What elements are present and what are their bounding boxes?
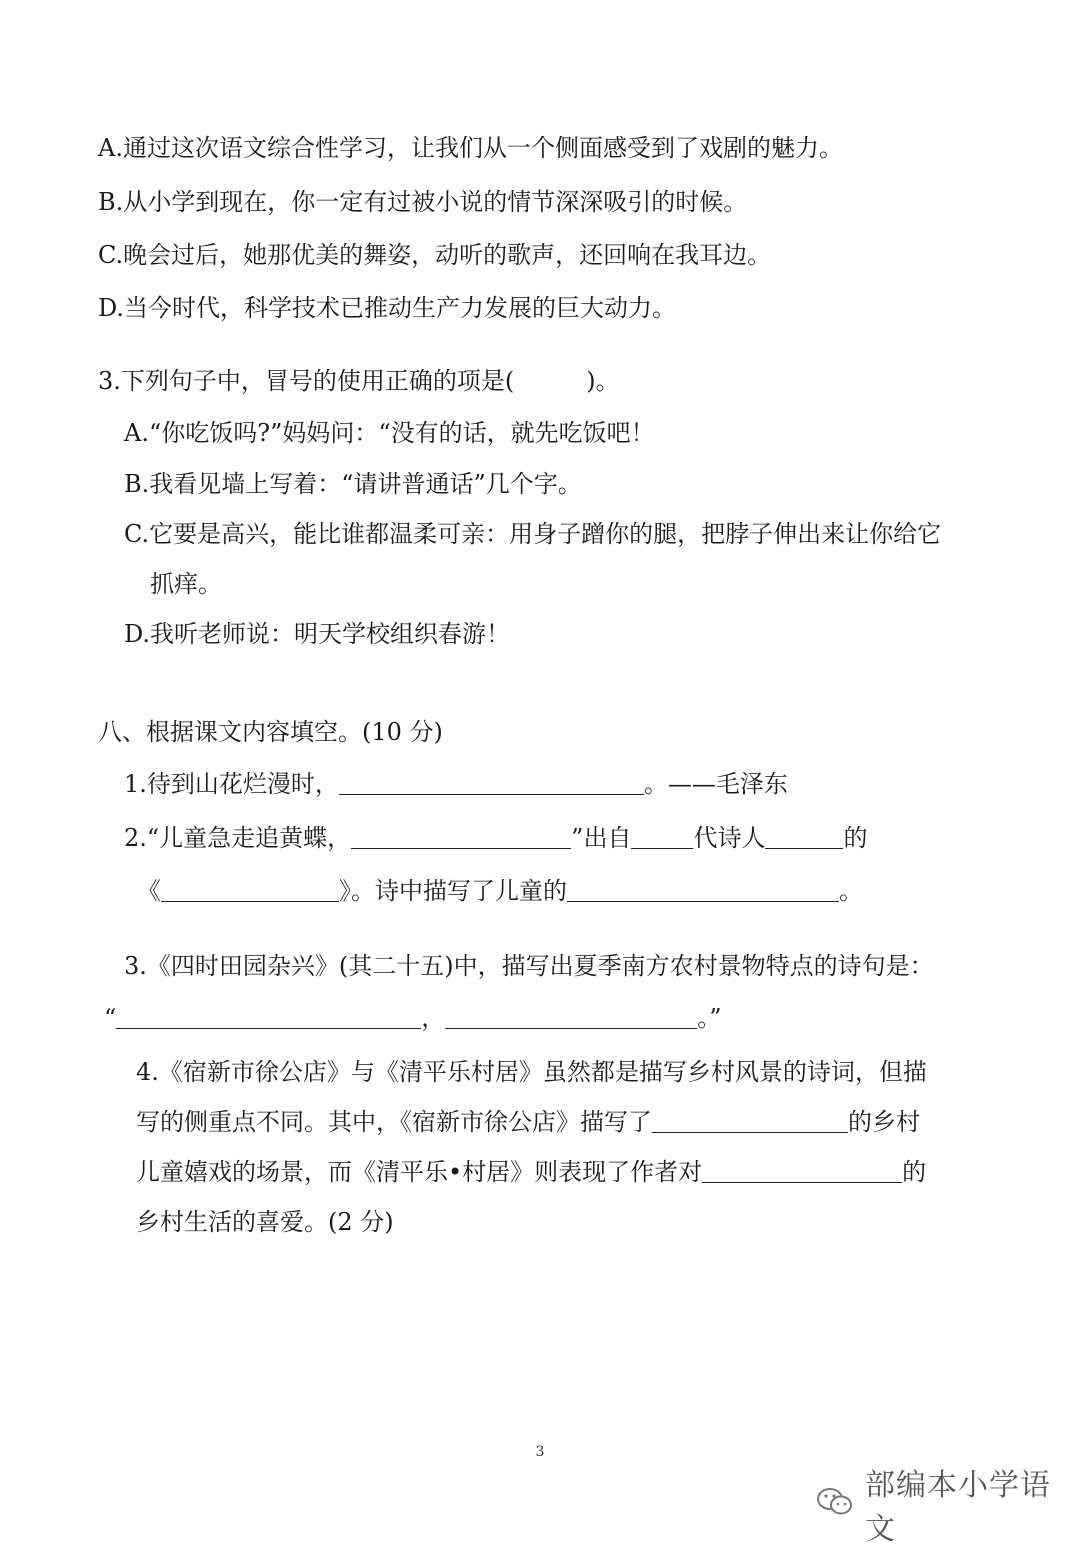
q3-option-c-line1: C.它要是高兴，能比谁都温柔可亲：用身子蹭你的腿，把脖子伸出来让你给它 [124, 520, 942, 548]
page-number: 3 [535, 1444, 545, 1460]
s8-q1-blank[interactable] [339, 770, 644, 795]
s8-q2-text-f: 》。诗中描写了儿童的 [339, 877, 567, 905]
s8-q1-text-a: 1.待到山花烂漫时， [124, 770, 339, 798]
s8-q2-text-e: 《 [137, 877, 161, 905]
s8-q2-text-b: ”出自 [571, 824, 632, 852]
s8-q3-text-c: ， [421, 1004, 446, 1032]
s8-q2-text-g: 。 [839, 877, 863, 905]
s8-q2-blank-poet[interactable] [765, 824, 843, 849]
s8-q4-line3 [136, 1156, 926, 1188]
q2-option-c: C.晚会过后，她那优美的舞姿，动听的歌声，还回响在我耳边。 [98, 241, 772, 269]
s8-q3-line2 [104, 1002, 722, 1034]
s8-q1 [124, 768, 788, 800]
q3-option-b: B.我看见墙上写着：“请讲普通话”几个字。 [124, 470, 582, 498]
section8-title: 八、根据课文内容填空。(10 分) [98, 718, 443, 746]
s8-q2-blank-verse[interactable] [351, 824, 571, 849]
s8-q4-blank-1[interactable] [652, 1108, 848, 1133]
s8-q2-line2 [137, 875, 863, 907]
s8-q2-line1 [124, 822, 867, 854]
wechat-icon [815, 1485, 855, 1523]
s8-q3-blank-2[interactable] [445, 1004, 697, 1029]
q3-option-a: A.“你吃饭吗?”妈妈问：“没有的话，就先吃饭吧！ [124, 419, 655, 447]
s8-q1-text-b: 。——毛泽东 [643, 770, 788, 798]
s8-q2-text-c: 代诗人 [693, 824, 766, 852]
s8-q2-blank-dynasty[interactable] [631, 824, 693, 849]
s8-q4-line1: 4.《宿新市徐公店》与《清平乐村居》虽然都是描写乡村风景的诗词，但描 [136, 1058, 927, 1086]
q3-option-d: D.我听老师说：明天学校组织春游！ [124, 620, 511, 648]
watermark [815, 1460, 1080, 1548]
s8-q2-blank-title[interactable] [161, 877, 339, 902]
q2-option-d: D.当今时代，科学技术已推动生产力发展的巨大动力。 [98, 294, 677, 322]
s8-q2-text-a: 2.“儿童急走追黄蝶， [124, 824, 352, 852]
s8-q4-text-d: 儿童嬉戏的场景，而《清平乐•村居》则表现了作者对 [136, 1158, 703, 1186]
s8-q4-line4: 乡村生活的喜爱。(2 分) [136, 1208, 394, 1236]
s8-q4-line2 [136, 1106, 920, 1138]
q2-option-a: A.通过这次语文综合性学习，让我们从一个侧面感受到了戏剧的魅力。 [98, 134, 843, 162]
q3-option-c-line2: 抓痒。 [150, 570, 222, 598]
s8-q4-blank-2[interactable] [702, 1158, 902, 1183]
s8-q4-text-b: 写的侧重点不同。其中，《宿新市徐公店》描写了 [136, 1108, 652, 1136]
s8-q2-blank-desc[interactable] [567, 877, 839, 902]
s8-q2-text-d: 的 [843, 824, 868, 852]
q2-option-b: B.从小学到现在，你一定有过被小说的情节深深吸引的时候。 [98, 188, 748, 216]
s8-q3-text-d: 。” [697, 1004, 722, 1032]
watermark-text: 部编本小学语文 [865, 1468, 1051, 1547]
s8-q4-text-c: 的乡村 [848, 1108, 920, 1136]
s8-q3-blank-1[interactable] [116, 1004, 421, 1029]
s8-q3-text-b: “ [104, 1004, 117, 1032]
s8-q3-line1: 3.《四时田园杂兴》(其二十五)中，描写出夏季南方农村景物特点的诗句是： [124, 952, 934, 980]
s8-q4-text-e: 的 [902, 1158, 927, 1186]
q3-stem: 3.下列句子中，冒号的使用正确的项是( )。 [98, 367, 620, 395]
